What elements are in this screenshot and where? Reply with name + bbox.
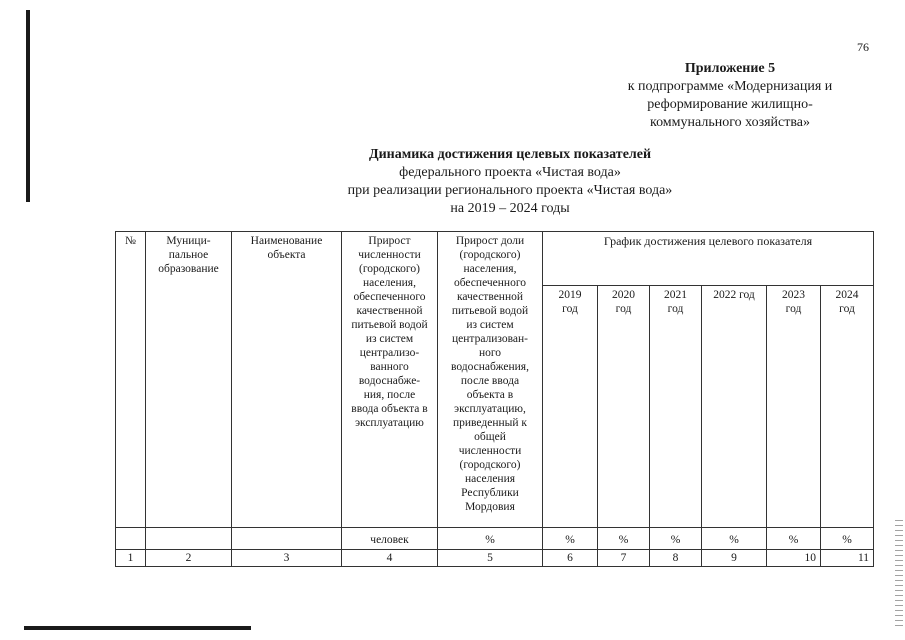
- targets-table: [115, 231, 874, 567]
- header-population-share: Прирост доли (городского) населения, обеспеченного качественной питьевой водой из систем централизован- ного водоснабжения, после ввода объекта в эксплуатацию, приведенный к общей численности (городского) населения Республики Мордовия: [438, 232, 543, 528]
- header-population-growth: Прирост численности (городского) населения, обеспеченного качественной питьевой водой из систем централизо- ванного водоснабже- ния, после ввода объекта в эксплуатацию: [342, 232, 438, 528]
- scan-edge-mark: [26, 10, 30, 202]
- column-number: 6: [543, 550, 598, 567]
- scan-noise: [895, 520, 903, 630]
- column-number: 7: [598, 550, 650, 567]
- appendix-line: к подпрограмме «Модернизация и: [627, 79, 833, 94]
- unit-share: %: [438, 528, 543, 550]
- header-object: Наименование объекта: [232, 232, 342, 528]
- column-number: 10: [767, 550, 821, 567]
- unit-year: %: [598, 528, 650, 550]
- scan-edge-mark: [24, 626, 251, 630]
- page-number: 76: [857, 40, 869, 54]
- header-schedule: График достижения целевого показателя: [543, 232, 874, 286]
- header-year-2022: 2022 год: [702, 286, 767, 528]
- document-heading: [280, 146, 740, 218]
- unit-year: %: [767, 528, 821, 550]
- units-cell: [146, 528, 232, 550]
- appendix-block: [600, 60, 860, 132]
- header-year-2019: 2019 год: [543, 286, 598, 528]
- unit-year: %: [543, 528, 598, 550]
- appendix-line: коммунального хозяйства»: [649, 115, 811, 130]
- column-number: 5: [438, 550, 543, 567]
- column-number: 2: [146, 550, 232, 567]
- column-number: 9: [702, 550, 767, 567]
- unit-year: %: [821, 528, 874, 550]
- heading-title: Динамика достижения целевых показателей: [368, 147, 652, 162]
- appendix-line: реформирование жилищно-: [647, 97, 813, 112]
- column-number: 3: [232, 550, 342, 567]
- column-number: 8: [650, 550, 702, 567]
- units-cell: [116, 528, 146, 550]
- header-year-2024: 2024 год: [821, 286, 874, 528]
- unit-growth: человек: [342, 528, 438, 550]
- heading-line: федерального проекта «Чистая вода»: [399, 165, 621, 180]
- header-year-2023: 2023 год: [767, 286, 821, 528]
- heading-line: на 2019 – 2024 годы: [450, 201, 570, 216]
- units-cell: [232, 528, 342, 550]
- header-municipality: Муници- пальное образование: [146, 232, 232, 528]
- column-number: 11: [821, 550, 874, 567]
- column-number: 4: [342, 550, 438, 567]
- header-year-2020: 2020 год: [598, 286, 650, 528]
- unit-year: %: [650, 528, 702, 550]
- unit-year: %: [702, 528, 767, 550]
- appendix-title: Приложение 5: [684, 61, 776, 76]
- header-year-2021: 2021 год: [650, 286, 702, 528]
- header-num: №: [116, 232, 146, 528]
- heading-line: при реализации регионального проекта «Чистая вода»: [347, 183, 673, 198]
- column-number: 1: [116, 550, 146, 567]
